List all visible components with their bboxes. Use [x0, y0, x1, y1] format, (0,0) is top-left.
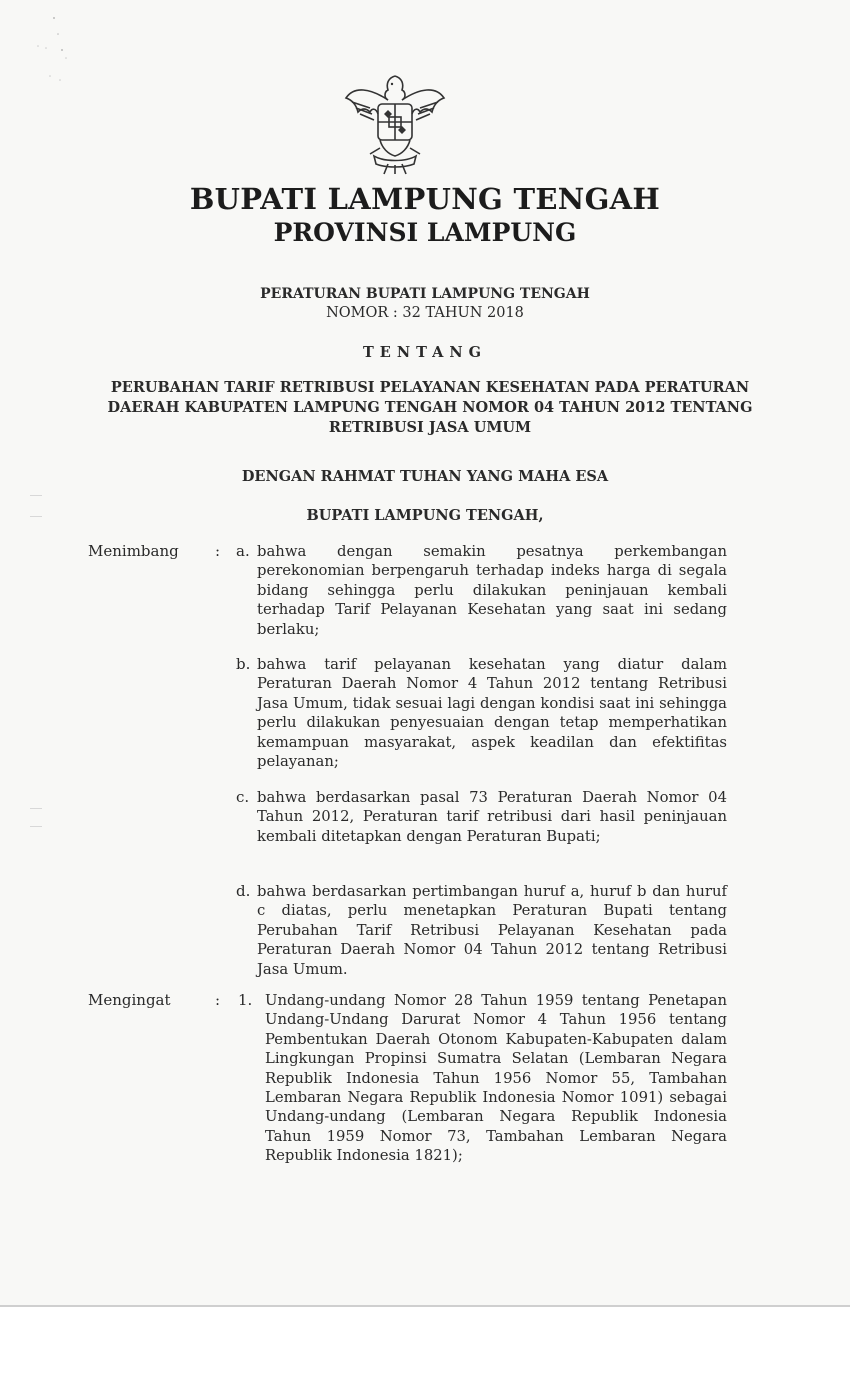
about-label: TENTANG: [363, 344, 487, 361]
menimbang-item-b: bahwa tarif pelayanan kesehatan yang diatur dalam Peraturan Daerah Nomor 4 Tahun 2012 tentang Retribusi Jasa Umum, tidak sesuai lagi dengan kondisi saat ini sehingga perlu dilakukan penyesuaian dengan tetap memperhatikan kemampuan masyarakat, aspek keadilan dan efektifitas pelayanan;: [257, 656, 727, 771]
item-marker: d.: [236, 882, 251, 900]
item-marker: b.: [236, 655, 251, 673]
mengingat-colon: :: [215, 991, 221, 1009]
menimbang-item-c: bahwa berdasarkan pasal 73 Peraturan Daerah Nomor 04 Tahun 2012, Peraturan tarif retribusi dari hasil peninjauan kembali ditetapkan dengan Peraturan Bupati;: [257, 789, 727, 845]
garuda-emblem-icon: [340, 68, 450, 176]
issuer-line: BUPATI LAMPUNG TENGAH,: [306, 507, 544, 524]
province-title: PROVINSI LAMPUNG: [273, 218, 577, 247]
item-marker: a.: [236, 542, 250, 560]
item-marker: 1.: [238, 991, 253, 1009]
document-title: BUPATI LAMPUNG TENGAH: [189, 182, 661, 216]
mengingat-label: Mengingat: [88, 991, 171, 1009]
subject-line: DAERAH KABUPATEN LAMPUNG TENGAH NOMOR 04 TAHUN 2012 TENTANG: [107, 399, 753, 416]
mengingat-item-1: Undang-undang Nomor 28 Tahun 1959 tentang Penetapan Undang-Undang Darurat Nomor 4 Tahun 1956 tentang Pembentukan Daerah Otonom Kabupaten-Kabupaten dalam Lingkungan Propinsi Sumatra Selatan (Lembaran Negara Republik Indonesia Tahun 1956 Nomor 55, Tambahan Lembaran Negara Republik Indonesia Nomor 1091) sebagai Undang-undang (Lembaran Negara Republik Indonesia Tahun 1959 Nomor 73, Tambahan Lembaran Negara Republik Indonesia 1821);: [265, 992, 727, 1165]
regulation-type: PERATURAN BUPATI LAMPUNG TENGAH: [260, 286, 590, 302]
subject-line: RETRIBUSI JASA UMUM: [328, 419, 532, 436]
menimbang-item-d: bahwa berdasarkan pertimbangan huruf a, huruf b dan huruf c diatas, perlu menetapkan Peraturan Bupati tentang Perubahan Tarif Retribusi Pelayanan Kesehatan pada Peraturan Daerah Nomor 04 Tahun 2012 tentang Retribusi Jasa Umum.: [257, 883, 727, 978]
regulation-number: NOMOR : 32 TAHUN 2018: [326, 305, 524, 321]
scan-margin-mark: [30, 808, 42, 809]
scan-margin-mark: [30, 495, 42, 496]
menimbang-item-a: bahwa dengan semakin pesatnya perkembangan perekonomian berpengaruh terhadap indeks harga di segala bidang sehingga perlu dilakukan peninjauan kembali terhadap Tarif Pelayanan Kesehatan yang saat ini sedang berlaku;: [257, 543, 727, 638]
scan-margin-mark: [30, 516, 42, 517]
item-marker: c.: [236, 788, 250, 806]
menimbang-label: Menimbang: [88, 542, 179, 560]
subject-line: PERUBAHAN TARIF RETRIBUSI PELAYANAN KESEHATAN PADA PERATURAN: [110, 379, 750, 396]
blessing-line: DENGAN RAHMAT TUHAN YANG MAHA ESA: [241, 468, 609, 485]
scan-noise: [20, 10, 80, 90]
menimbang-colon: :: [215, 542, 221, 560]
regulation-subject: [85, 378, 775, 438]
scan-margin-mark: [30, 826, 42, 827]
